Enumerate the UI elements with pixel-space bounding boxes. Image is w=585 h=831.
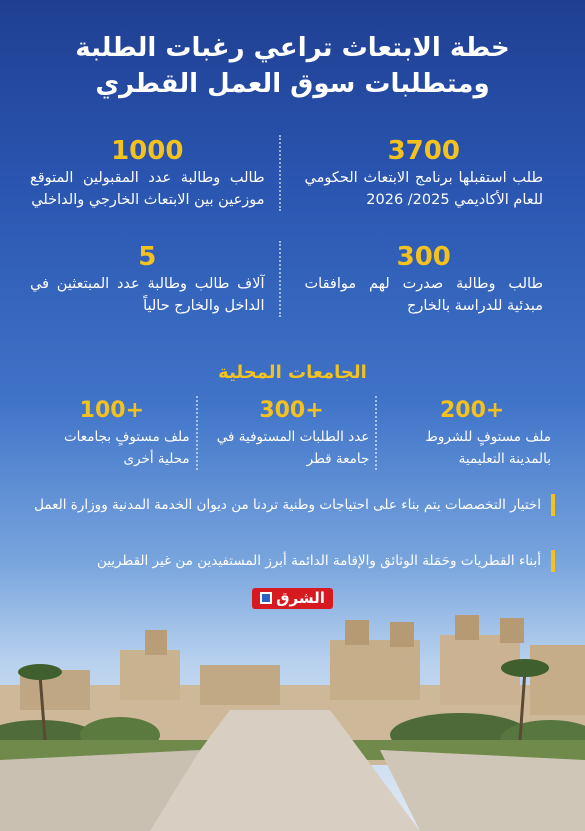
uni-number: +200 xyxy=(439,398,505,423)
universities-row xyxy=(28,396,557,470)
uni-number: +300 xyxy=(259,398,324,423)
stat-text: طلب استقبلها برنامج الابتعاث الحكومي للعام الأكاديمي 2025/ 2026 xyxy=(304,170,543,208)
stat-number: 5 xyxy=(138,242,157,272)
uni-text: عدد الطلبات المستوفية في جامعة قطر xyxy=(216,429,370,467)
stat-number: 1000 xyxy=(111,136,184,166)
uni-education-city xyxy=(387,396,557,470)
page-title xyxy=(0,30,585,102)
logo-box xyxy=(252,588,333,609)
note-specializations: اختيار التخصصات يتم بناء على احتياجات وطنية تردنا من ديوان الخدمة المدنية ووزارة العمل xyxy=(28,494,555,516)
stats-grid xyxy=(30,135,555,317)
stat-text: طالب وطالبة عدد المقبولين المتوقع موزعين بين الابتعاث الخارجي والداخلي xyxy=(30,170,265,208)
campus-photo xyxy=(0,590,585,831)
stat-text: طالب وطالبة صدرت لهم موافقات مبدئية للدراسة بالخارج xyxy=(304,276,543,314)
logo-text: الشرق xyxy=(276,589,325,607)
uni-qatar-university xyxy=(208,396,378,470)
stat-text: آلاف طالب وطالبة عدد المبتعثين في الداخل والخارج حالياً xyxy=(30,276,265,314)
uni-other-local xyxy=(28,396,198,470)
stat-current-scholars xyxy=(30,241,281,317)
stat-number: 300 xyxy=(396,242,451,272)
newspaper-logo xyxy=(0,588,585,609)
stat-accepted xyxy=(30,135,281,211)
title-line-1: خطة الابتعاث تراعي رغبات الطلبة xyxy=(75,33,510,63)
stat-requests xyxy=(305,135,556,211)
section-title-local-universities: الجامعات المحلية xyxy=(218,362,367,383)
stat-approvals xyxy=(305,241,556,317)
title-line-2: ومتطلبات سوق العمل القطري xyxy=(95,69,490,99)
note-beneficiaries: أبناء القطريات وحَمَلة الوثائق والإقامة الدائمة أبرز المستفيدين من غير القطريين xyxy=(28,550,555,572)
uni-text: ملف مستوفٍ بجامعات محلية أخرى xyxy=(63,429,190,467)
uni-text: ملف مستوفٍ للشروط بالمدينة التعليمية xyxy=(425,429,551,467)
stat-number: 3700 xyxy=(387,136,460,166)
uni-number: +100 xyxy=(79,398,145,423)
logo-mark-icon xyxy=(260,592,272,604)
